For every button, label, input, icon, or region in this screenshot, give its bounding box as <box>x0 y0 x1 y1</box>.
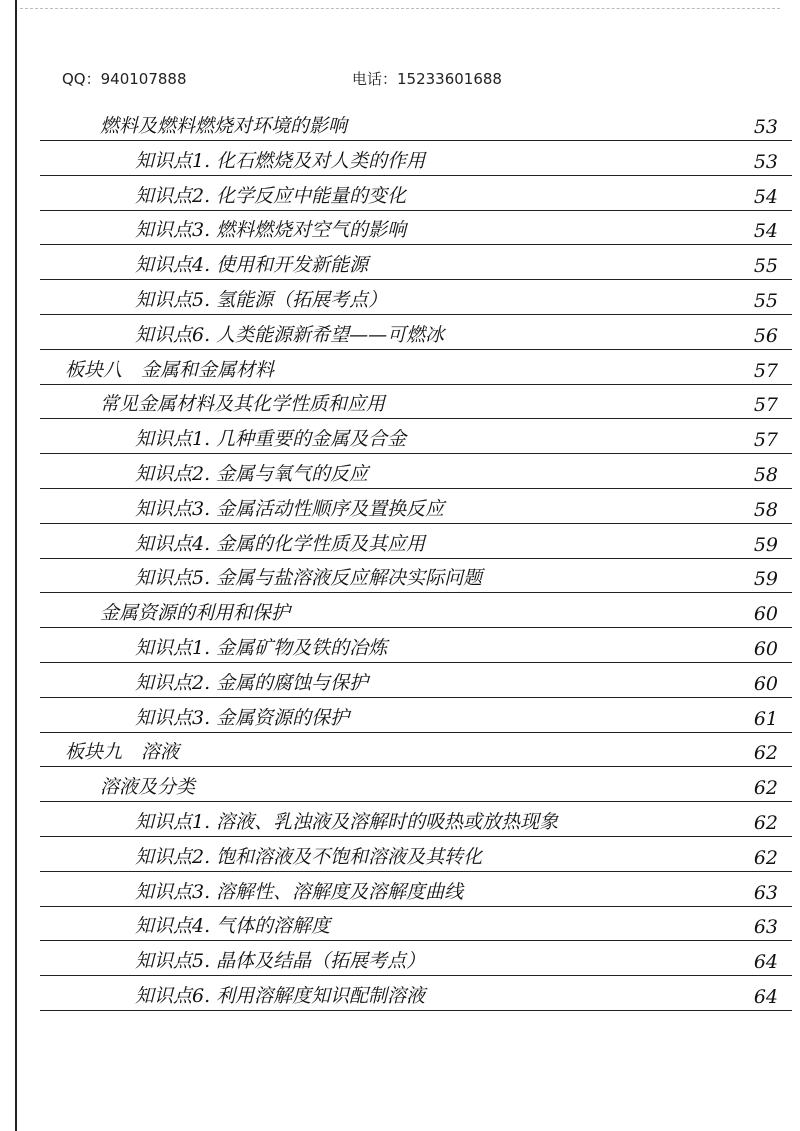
toc-entry-page: 55 <box>753 255 778 278</box>
toc-entry-title: 知识点5. 晶体及结晶（拓展考点） <box>135 950 426 973</box>
toc-entry <box>40 141 792 176</box>
toc-entry-title: 知识点4. 使用和开发新能源 <box>135 254 369 277</box>
toc-entry <box>40 558 792 593</box>
toc-entry <box>40 489 792 524</box>
toc-entry <box>40 524 792 559</box>
toc-entry-title: 知识点5. 金属与盐溶液反应解决实际问题 <box>135 567 483 590</box>
toc-entry-page: 59 <box>753 568 778 591</box>
toc-entry-page: 62 <box>753 846 778 869</box>
contact-header <box>62 68 762 92</box>
toc-entry-page: 53 <box>753 116 778 138</box>
toc-entry-page: 53 <box>753 150 778 173</box>
toc-entry-title: 知识点2. 饱和溶液及不饱和溶液及其转化 <box>135 845 483 868</box>
toc-entry-title: 溶液及分类 <box>100 776 196 799</box>
toc-entry <box>40 802 792 837</box>
toc-entry-page: 64 <box>753 951 778 974</box>
toc-entry-title: 知识点6. 人类能源新希望——可燃冰 <box>135 323 445 346</box>
toc-entry-title: 知识点3. 溶解性、溶解度及溶解度曲线 <box>135 880 464 903</box>
toc-entry-page: 58 <box>753 464 778 486</box>
toc-entry-page: 57 <box>753 394 778 417</box>
toc-entry-title: 知识点1. 溶液、乳浊液及溶解时的吸热或放热现象 <box>135 811 559 833</box>
toc-entry-title: 板块八 金属和金属材料 <box>65 358 275 381</box>
toc-entry-page: 63 <box>753 881 778 904</box>
toc-entry-page: 54 <box>753 220 778 243</box>
toc-entry-page: 59 <box>753 533 778 556</box>
toc-entry-page: 54 <box>753 185 778 208</box>
toc-entry <box>40 210 792 245</box>
toc-entry <box>40 698 792 733</box>
toc-entry-title: 板块九 溶液 <box>65 741 180 764</box>
toc-entry <box>40 872 792 907</box>
phone-number: 电话：15233601688 <box>352 70 502 88</box>
toc-entry-title: 知识点2. 化学反应中能量的变化 <box>135 184 407 207</box>
toc-entry-title: 知识点6. 利用溶解度知识配制溶液 <box>135 985 426 1007</box>
toc-entry-title: 知识点3. 金属资源的保护 <box>135 706 350 729</box>
toc-entry-title: 知识点2. 金属与氧气的反应 <box>135 463 369 485</box>
toc-entry-page: 57 <box>753 429 778 452</box>
toc-entry-page: 58 <box>753 498 778 521</box>
toc-entry-title: 燃料及燃料燃烧对环境的影响 <box>100 115 348 137</box>
toc-entry-page: 61 <box>753 707 778 730</box>
top-edge-dots <box>20 8 780 9</box>
toc-entry <box>40 280 792 315</box>
toc-entry <box>40 906 792 941</box>
toc-entry <box>40 976 792 1011</box>
toc-entry <box>40 837 792 872</box>
toc-entry-page: 60 <box>753 603 778 626</box>
toc-entry-page: 56 <box>753 324 778 347</box>
toc-entry <box>40 245 792 280</box>
qq-number: QQ：940107888 <box>62 70 187 88</box>
toc-entry <box>40 384 792 419</box>
toc-entry <box>40 315 792 350</box>
toc-entry-page: 60 <box>753 638 778 660</box>
toc-entry-page: 62 <box>753 777 778 800</box>
toc-entry <box>40 663 792 698</box>
toc-entry <box>40 454 792 489</box>
toc-entry-page: 57 <box>753 359 778 382</box>
toc-entry <box>40 350 792 385</box>
toc-entry <box>40 732 792 767</box>
toc-entry-page: 62 <box>753 742 778 765</box>
toc-entry-title: 知识点1. 几种重要的金属及合金 <box>135 428 407 451</box>
toc-entry <box>40 767 792 802</box>
toc-entry <box>40 593 792 628</box>
toc-entry-page: 63 <box>753 916 778 939</box>
toc-entry-title: 知识点4. 金属的化学性质及其应用 <box>135 532 426 555</box>
toc-entry-page: 62 <box>753 812 778 834</box>
toc-entry-title: 知识点1. 金属矿物及铁的冶炼 <box>135 637 388 659</box>
toc-entry-page: 55 <box>753 290 778 312</box>
toc-entry-title: 知识点3. 金属活动性顺序及置换反应 <box>135 497 445 520</box>
toc-entry <box>40 106 792 141</box>
toc-entry <box>40 628 792 663</box>
toc-entry-title: 知识点3. 燃料燃烧对空气的影响 <box>135 219 407 242</box>
toc-entry-title: 知识点2. 金属的腐蚀与保护 <box>135 671 369 694</box>
toc-entry-title: 金属资源的利用和保护 <box>100 602 291 625</box>
toc-entry <box>40 419 792 454</box>
toc-entry-page: 64 <box>753 986 778 1008</box>
toc-entry-page: 60 <box>753 672 778 695</box>
toc-entry-title: 知识点1. 化石燃烧及对人类的作用 <box>135 149 426 172</box>
toc-entry-title: 常见金属材料及其化学性质和应用 <box>100 393 386 416</box>
toc-entry <box>40 941 792 976</box>
left-margin-line <box>15 0 17 1131</box>
toc-entry <box>40 176 792 211</box>
toc-entry-title: 知识点4. 气体的溶解度 <box>135 915 331 938</box>
toc-entry-title: 知识点5. 氢能源（拓展考点） <box>135 289 388 311</box>
